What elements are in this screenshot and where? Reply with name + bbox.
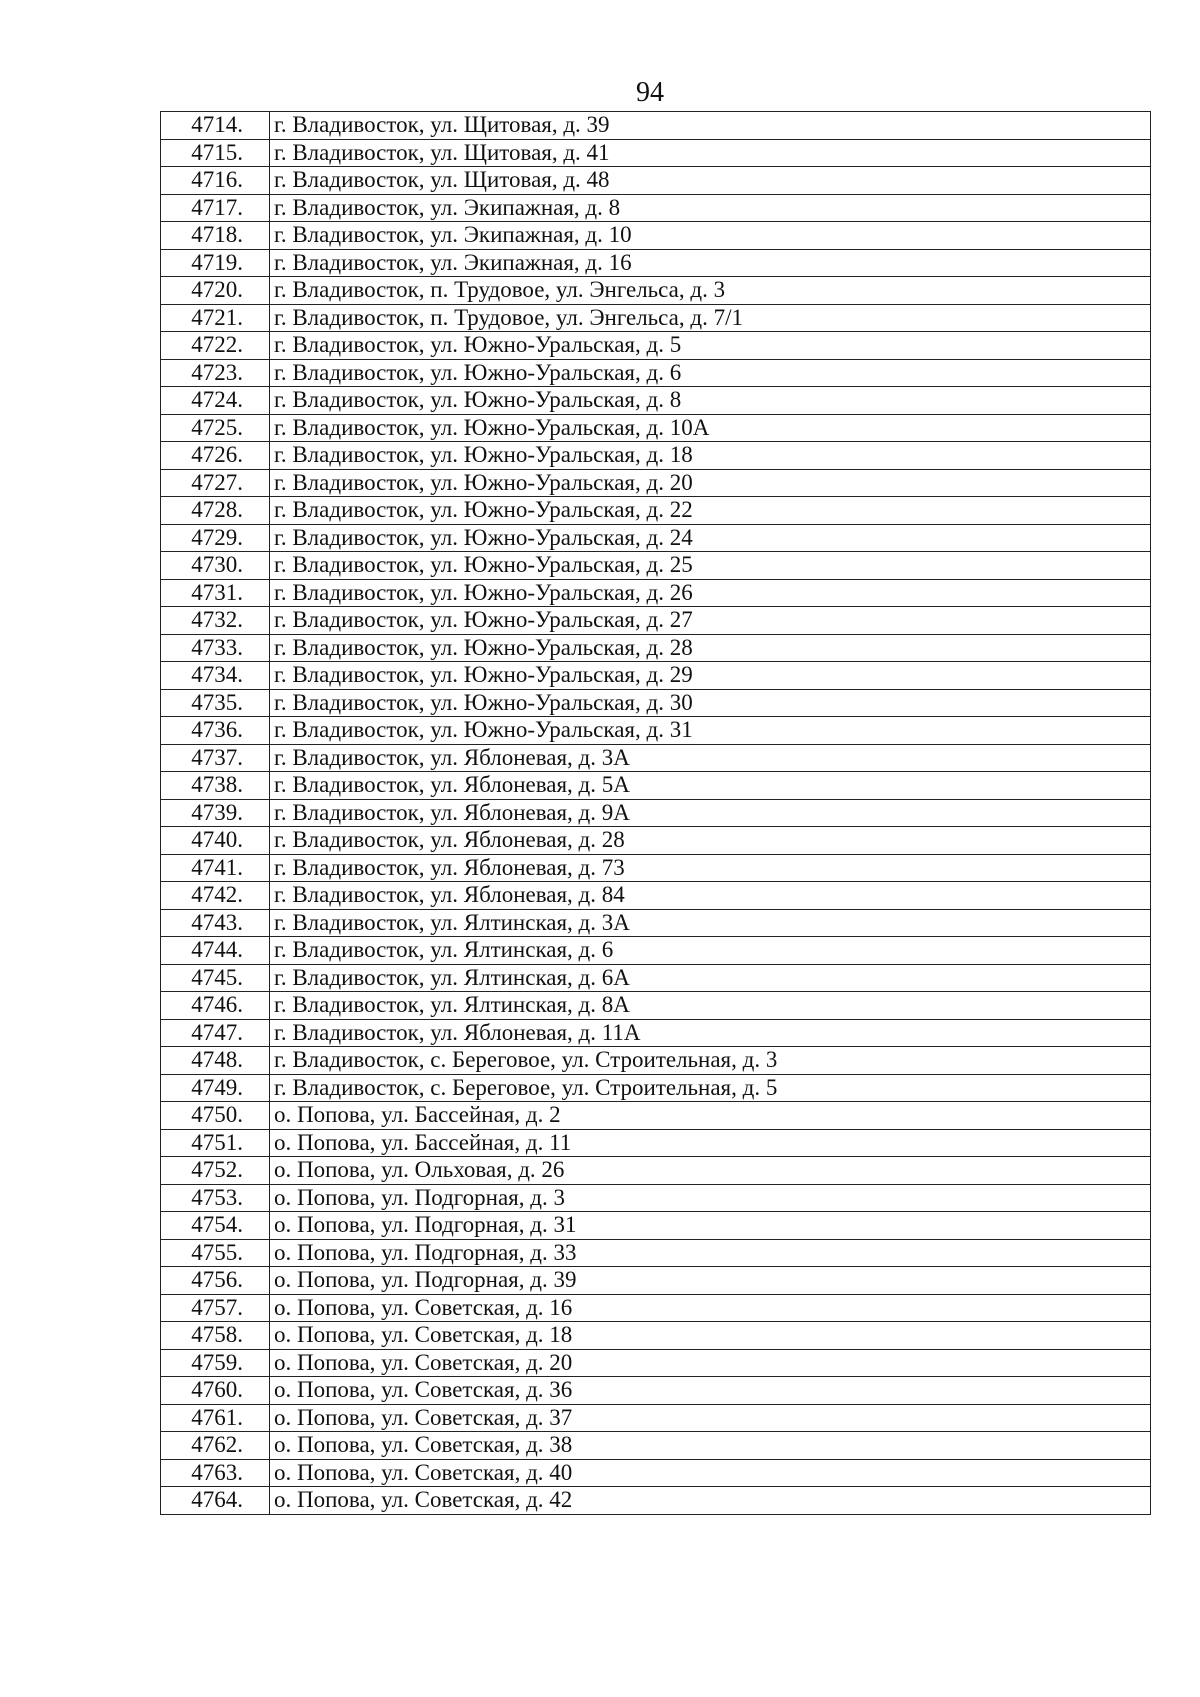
row-number: 4747. — [161, 1019, 270, 1047]
table-row — [161, 799, 1151, 827]
table-row — [161, 387, 1151, 415]
row-number: 4727. — [161, 469, 270, 497]
row-number: 4745. — [161, 964, 270, 992]
table-row — [161, 1239, 1151, 1267]
row-address: г. Владивосток, ул. Южно-Уральская, д. 5 — [270, 332, 1151, 360]
row-number: 4725. — [161, 414, 270, 442]
page-number: 94 — [636, 77, 664, 108]
table-row — [161, 964, 1151, 992]
table-row — [161, 744, 1151, 772]
row-number: 4718. — [161, 222, 270, 250]
row-number: 4734. — [161, 662, 270, 690]
row-address: г. Владивосток, п. Трудовое, ул. Энгельса, д. 7/1 — [270, 304, 1151, 332]
row-number: 4741. — [161, 854, 270, 882]
row-address: г. Владивосток, ул. Экипажная, д. 10 — [270, 222, 1151, 250]
table-row — [161, 1019, 1151, 1047]
row-address: г. Владивосток, ул. Южно-Уральская, д. 29 — [270, 662, 1151, 690]
table-row — [161, 1487, 1151, 1515]
row-number: 4740. — [161, 827, 270, 855]
row-address: г. Владивосток, ул. Яблоневая, д. 9А — [270, 799, 1151, 827]
row-number: 4728. — [161, 497, 270, 525]
table-row — [161, 1377, 1151, 1405]
row-address: г. Владивосток, ул. Яблоневая, д. 3А — [270, 744, 1151, 772]
row-number: 4754. — [161, 1212, 270, 1240]
table-row — [161, 194, 1151, 222]
row-address: г. Владивосток, ул. Южно-Уральская, д. 27 — [270, 607, 1151, 635]
table-row — [161, 167, 1151, 195]
row-address: г. Владивосток, ул. Яблоневая, д. 73 — [270, 854, 1151, 882]
table-row — [161, 854, 1151, 882]
table-row — [161, 222, 1151, 250]
table-row — [161, 1267, 1151, 1295]
row-address: г. Владивосток, ул. Ялтинская, д. 8А — [270, 992, 1151, 1020]
table-row — [161, 937, 1151, 965]
table-body — [161, 112, 1151, 1515]
row-number: 4762. — [161, 1432, 270, 1460]
row-number: 4753. — [161, 1184, 270, 1212]
row-address: о. Попова, ул. Советская, д. 42 — [270, 1487, 1151, 1515]
table-row — [161, 1404, 1151, 1432]
row-address: г. Владивосток, ул. Южно-Уральская, д. 31 — [270, 717, 1151, 745]
row-number: 4760. — [161, 1377, 270, 1405]
table-row — [161, 772, 1151, 800]
row-address: г. Владивосток, ул. Ялтинская, д. 6 — [270, 937, 1151, 965]
row-address: о. Попова, ул. Подгорная, д. 39 — [270, 1267, 1151, 1295]
row-address: г. Владивосток, ул. Южно-Уральская, д. 28 — [270, 634, 1151, 662]
row-number: 4719. — [161, 249, 270, 277]
row-number: 4729. — [161, 524, 270, 552]
table-row — [161, 662, 1151, 690]
row-address: о. Попова, ул. Советская, д. 16 — [270, 1294, 1151, 1322]
row-number: 4749. — [161, 1074, 270, 1102]
table-row — [161, 139, 1151, 167]
row-address: г. Владивосток, ул. Южно-Уральская, д. 25 — [270, 552, 1151, 580]
row-address: г. Владивосток, ул. Южно-Уральская, д. 10А — [270, 414, 1151, 442]
row-address: г. Владивосток, с. Береговое, ул. Строительная, д. 3 — [270, 1047, 1151, 1075]
table-row — [161, 442, 1151, 470]
row-address: о. Попова, ул. Советская, д. 36 — [270, 1377, 1151, 1405]
row-address: о. Попова, ул. Ольховая, д. 26 — [270, 1157, 1151, 1185]
table-row — [161, 1349, 1151, 1377]
row-address: о. Попова, ул. Бассейная, д. 2 — [270, 1102, 1151, 1130]
row-address: г. Владивосток, ул. Южно-Уральская, д. 18 — [270, 442, 1151, 470]
row-address: о. Попова, ул. Подгорная, д. 31 — [270, 1212, 1151, 1240]
row-address: г. Владивосток, ул. Яблоневая, д. 84 — [270, 882, 1151, 910]
row-number: 4736. — [161, 717, 270, 745]
row-address: г. Владивосток, ул. Южно-Уральская, д. 30 — [270, 689, 1151, 717]
row-number: 4764. — [161, 1487, 270, 1515]
row-number: 4721. — [161, 304, 270, 332]
table-row — [161, 277, 1151, 305]
table-row — [161, 414, 1151, 442]
table-row — [161, 1184, 1151, 1212]
row-number: 4755. — [161, 1239, 270, 1267]
table-row — [161, 882, 1151, 910]
table-row — [161, 992, 1151, 1020]
row-number: 4744. — [161, 937, 270, 965]
table-row — [161, 1102, 1151, 1130]
row-address: г. Владивосток, ул. Южно-Уральская, д. 6 — [270, 359, 1151, 387]
row-number: 4759. — [161, 1349, 270, 1377]
row-address: г. Владивосток, ул. Щитовая, д. 39 — [270, 112, 1151, 140]
row-address: о. Попова, ул. Советская, д. 18 — [270, 1322, 1151, 1350]
row-number: 4757. — [161, 1294, 270, 1322]
row-number: 4739. — [161, 799, 270, 827]
row-address: г. Владивосток, ул. Ялтинская, д. 3А — [270, 909, 1151, 937]
table-row — [161, 112, 1151, 140]
row-number: 4752. — [161, 1157, 270, 1185]
row-number: 4733. — [161, 634, 270, 662]
row-number: 4746. — [161, 992, 270, 1020]
table-row — [161, 1322, 1151, 1350]
table-row — [161, 717, 1151, 745]
row-number: 4726. — [161, 442, 270, 470]
row-address: г. Владивосток, ул. Яблоневая, д. 5А — [270, 772, 1151, 800]
row-number: 4716. — [161, 167, 270, 195]
table-row — [161, 579, 1151, 607]
row-address: г. Владивосток, с. Береговое, ул. Строительная, д. 5 — [270, 1074, 1151, 1102]
table-row — [161, 1047, 1151, 1075]
row-address: о. Попова, ул. Советская, д. 37 — [270, 1404, 1151, 1432]
row-address: г. Владивосток, ул. Ялтинская, д. 6А — [270, 964, 1151, 992]
row-address: г. Владивосток, ул. Яблоневая, д. 11А — [270, 1019, 1151, 1047]
row-address: г. Владивосток, ул. Яблоневая, д. 28 — [270, 827, 1151, 855]
row-number: 4730. — [161, 552, 270, 580]
row-address: о. Попова, ул. Подгорная, д. 33 — [270, 1239, 1151, 1267]
row-address: г. Владивосток, ул. Южно-Уральская, д. 24 — [270, 524, 1151, 552]
row-number: 4748. — [161, 1047, 270, 1075]
row-number: 4732. — [161, 607, 270, 635]
row-number: 4720. — [161, 277, 270, 305]
row-number: 4735. — [161, 689, 270, 717]
table-row — [161, 1212, 1151, 1240]
row-number: 4758. — [161, 1322, 270, 1350]
table-row — [161, 909, 1151, 937]
row-address: г. Владивосток, ул. Экипажная, д. 8 — [270, 194, 1151, 222]
address-table — [160, 111, 1151, 1515]
row-number: 4714. — [161, 112, 270, 140]
table-row — [161, 469, 1151, 497]
row-number: 4763. — [161, 1459, 270, 1487]
table-row — [161, 634, 1151, 662]
table-row — [161, 1459, 1151, 1487]
row-address: о. Попова, ул. Советская, д. 20 — [270, 1349, 1151, 1377]
table-row — [161, 524, 1151, 552]
row-number: 4761. — [161, 1404, 270, 1432]
row-address: г. Владивосток, ул. Южно-Уральская, д. 20 — [270, 469, 1151, 497]
row-number: 4737. — [161, 744, 270, 772]
row-number: 4724. — [161, 387, 270, 415]
row-number: 4717. — [161, 194, 270, 222]
table-row — [161, 1129, 1151, 1157]
row-number: 4738. — [161, 772, 270, 800]
row-address: г. Владивосток, ул. Южно-Уральская, д. 8 — [270, 387, 1151, 415]
row-number: 4715. — [161, 139, 270, 167]
row-address: о. Попова, ул. Подгорная, д. 3 — [270, 1184, 1151, 1212]
row-address: г. Владивосток, п. Трудовое, ул. Энгельса, д. 3 — [270, 277, 1151, 305]
row-address: г. Владивосток, ул. Щитовая, д. 41 — [270, 139, 1151, 167]
row-address: о. Попова, ул. Советская, д. 40 — [270, 1459, 1151, 1487]
table-row — [161, 1074, 1151, 1102]
table-row — [161, 607, 1151, 635]
row-number: 4731. — [161, 579, 270, 607]
row-address: г. Владивосток, ул. Южно-Уральская, д. 26 — [270, 579, 1151, 607]
table-row — [161, 304, 1151, 332]
row-number: 4722. — [161, 332, 270, 360]
table-row — [161, 359, 1151, 387]
row-number: 4743. — [161, 909, 270, 937]
row-address: о. Попова, ул. Советская, д. 38 — [270, 1432, 1151, 1460]
table-row — [161, 249, 1151, 277]
row-address: г. Владивосток, ул. Южно-Уральская, д. 22 — [270, 497, 1151, 525]
row-number: 4751. — [161, 1129, 270, 1157]
row-number: 4742. — [161, 882, 270, 910]
table-row — [161, 1157, 1151, 1185]
table-row — [161, 1432, 1151, 1460]
table-row — [161, 552, 1151, 580]
table-row — [161, 689, 1151, 717]
row-address: г. Владивосток, ул. Щитовая, д. 48 — [270, 167, 1151, 195]
row-address: о. Попова, ул. Бассейная, д. 11 — [270, 1129, 1151, 1157]
row-number: 4723. — [161, 359, 270, 387]
row-number: 4750. — [161, 1102, 270, 1130]
row-number: 4756. — [161, 1267, 270, 1295]
table-row — [161, 1294, 1151, 1322]
table-row — [161, 332, 1151, 360]
row-address: г. Владивосток, ул. Экипажная, д. 16 — [270, 249, 1151, 277]
table-row — [161, 497, 1151, 525]
table-row — [161, 827, 1151, 855]
